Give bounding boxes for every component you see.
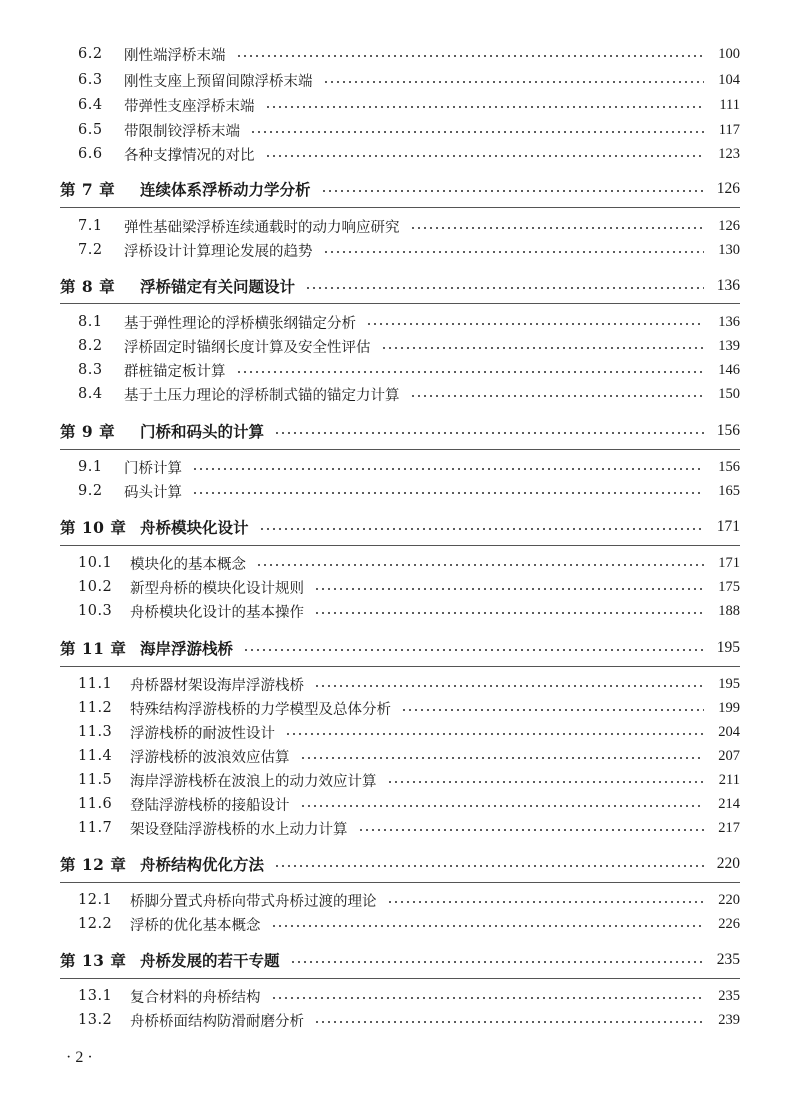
section-title: 基于土压力理论的浮桥制式锚的锚定力计算 [124,387,400,404]
toc-section-row[interactable] [78,214,740,238]
toc-section-row[interactable] [78,888,740,912]
page-number: 199 [718,699,740,716]
chapter-divider [60,449,740,450]
section-number: 6.5 [78,122,103,138]
toc-section-row[interactable] [78,792,740,816]
chapter-divider [60,978,740,979]
page-number: 226 [718,915,740,932]
section-number: 10.3 [78,603,113,619]
page-number: 130 [718,241,740,258]
page-number: 220 [716,855,740,872]
toc-section-row[interactable] [78,93,740,117]
toc-chapter-row[interactable] [60,513,740,541]
chapter-title: 浮桥锚定有关问题设计 [140,277,296,296]
toc-section-row[interactable] [78,575,740,599]
section-title: 新型舟桥的模块化设计规则 [130,580,304,597]
page-number: 195 [718,675,740,692]
toc-section-row[interactable] [78,551,740,575]
page-number: 165 [718,482,740,499]
section-title: 舟桥模块化设计的基本操作 [130,604,304,621]
section-title: 登陆浮游栈桥的接船设计 [130,797,290,814]
toc-section-row[interactable] [78,142,740,166]
section-title: 码头计算 [124,484,182,501]
section-title: 刚性支座上预留间隙浮桥末端 [124,73,313,90]
page-number: 220 [718,891,740,908]
dot-leader [314,588,704,590]
toc-chapter-row[interactable] [60,946,740,974]
toc-section-row[interactable] [78,912,740,936]
section-title: 桥脚分置式舟桥向带式舟桥过渡的理论 [130,893,377,910]
section-number: 8.3 [78,362,103,378]
section-title: 海岸浮游栈桥在波浪上的动力效应计算 [130,773,377,790]
section-title: 浮桥设计计算理论发展的趋势 [124,243,313,260]
page-number: 175 [718,578,740,595]
section-title: 浮桥固定时锚纲长度计算及安全性评估 [124,339,371,356]
section-title: 带弹性支座浮桥末端 [124,98,255,115]
dot-leader [321,190,704,192]
page-number: 156 [718,458,740,475]
page-number: 117 [718,121,740,138]
section-title: 舟桥桥面结构防滑耐磨分析 [130,1013,304,1030]
toc-section-row[interactable] [78,984,740,1008]
toc-section-row[interactable] [78,382,740,406]
dot-leader [192,468,704,470]
chapter-title: 舟桥结构优化方法 [140,855,265,874]
toc-chapter-row[interactable] [60,417,740,445]
section-title: 带限制铰浮桥末端 [124,123,240,140]
toc-section-row[interactable] [78,118,740,142]
dot-leader [256,564,704,566]
toc-section-row[interactable] [78,696,740,720]
section-number: 11.6 [78,796,113,812]
page-number: 204 [718,723,740,740]
page-number: 146 [718,361,740,378]
section-number: 8.4 [78,386,103,402]
dot-leader [387,901,705,903]
page-number: 136 [718,313,740,330]
chapter-number: 第 12 章 [60,855,127,874]
chapter-number: 第 11 章 [60,639,127,658]
page-number: 126 [718,217,740,234]
page-number: 139 [718,337,740,354]
dot-leader [285,733,704,735]
toc-section-row[interactable] [78,1008,740,1032]
chapter-number: 第 13 章 [60,951,127,970]
dot-leader [271,997,705,999]
toc-chapter-row[interactable] [60,272,740,300]
section-title: 模块化的基本概念 [130,556,246,573]
section-number: 6.4 [78,97,103,113]
chapter-title: 舟桥模块化设计 [140,518,249,537]
toc-section-row[interactable] [78,599,740,623]
page-number: 235 [718,987,740,1004]
chapter-title: 海岸浮游栈桥 [140,639,234,658]
section-number: 12.2 [78,916,113,932]
toc-section-row[interactable] [78,672,740,696]
section-title: 门桥计算 [124,460,182,477]
dot-leader [314,612,704,614]
toc-chapter-row[interactable] [60,175,740,203]
dot-leader [265,106,705,108]
dot-leader [265,155,705,157]
section-number: 13.2 [78,1012,113,1028]
dot-leader [250,131,704,133]
page-folio: · 2 · [66,1049,93,1066]
section-title: 特殊结构浮游栈桥的力学模型及总体分析 [130,701,391,718]
dot-leader [290,961,704,963]
section-number: 8.1 [78,314,103,330]
section-number: 7.2 [78,242,103,258]
page-number: 214 [718,795,740,812]
dot-leader [323,251,705,253]
chapter-title: 连续体系浮桥动力学分析 [140,180,311,199]
page-number: 239 [718,1011,740,1028]
chapter-divider [60,666,740,667]
chapter-number: 第 8 章 [60,277,116,296]
section-title: 弹性基础梁浮桥连续通载时的动力响应研究 [124,219,400,236]
dot-leader [271,925,705,927]
dot-leader [236,55,705,57]
section-number: 11.1 [78,676,113,692]
dot-leader [314,1021,704,1023]
dot-leader [366,323,704,325]
section-title: 浮游栈桥的波浪效应估算 [130,749,290,766]
section-number: 6.3 [78,72,103,88]
dot-leader [410,227,705,229]
page-number: 211 [718,771,740,788]
toc-section-row[interactable] [78,744,740,768]
dot-leader [314,685,704,687]
dot-leader [236,371,705,373]
toc-section-row[interactable] [78,238,740,262]
page-number: 188 [718,602,740,619]
section-title: 复合材料的舟桥结构 [130,989,261,1006]
dot-leader [274,432,704,434]
dot-leader [305,287,704,289]
section-title: 浮游栈桥的耐波性设计 [130,725,275,742]
section-title: 各种支撑情况的对比 [124,147,255,164]
section-title: 群桩锚定板计算 [124,363,226,380]
chapter-number: 第 9 章 [60,422,116,441]
page-number: 100 [718,45,740,62]
page-number: 171 [718,554,740,571]
dot-leader [381,347,705,349]
chapter-title: 门桥和码头的计算 [140,422,265,441]
chapter-title: 舟桥发展的若干专题 [140,951,280,970]
section-number: 11.2 [78,700,113,716]
section-number: 10.2 [78,579,113,595]
toc-section-row[interactable] [78,455,740,479]
section-title: 浮桥的优化基本概念 [130,917,261,934]
dot-leader [300,757,705,759]
dot-leader [259,528,704,530]
section-number: 11.7 [78,820,113,836]
page-number: 111 [719,96,740,113]
section-number: 11.5 [78,772,113,788]
section-number: 11.4 [78,748,113,764]
dot-leader [300,805,705,807]
section-title: 基于弹性理论的浮桥横张纲锚定分析 [124,315,356,332]
page-number: 156 [716,422,740,439]
dot-leader [274,865,704,867]
toc-chapter-row[interactable] [60,850,740,878]
page-number: 126 [716,180,740,197]
page-number: 171 [716,518,740,535]
section-number: 9.2 [78,483,103,499]
toc-section-row[interactable] [78,334,740,358]
toc-section-row[interactable] [78,358,740,382]
toc-section-row[interactable] [78,479,740,503]
toc-section-row[interactable] [78,68,740,92]
page-number: 136 [716,277,740,294]
section-title: 舟桥器材架设海岸浮游栈桥 [130,677,304,694]
toc-section-row[interactable] [78,720,740,744]
toc-section-row[interactable] [78,42,740,66]
dot-leader [323,81,705,83]
dot-leader [387,781,705,783]
chapter-divider [60,882,740,883]
page-number: 195 [716,639,740,656]
page-number: 123 [718,145,740,162]
page-number: 235 [716,951,740,968]
toc-section-row[interactable] [78,768,740,792]
chapter-divider [60,207,740,208]
page-number: 207 [718,747,740,764]
page-number: 217 [718,819,740,836]
chapter-number: 第 10 章 [60,518,127,537]
section-number: 6.2 [78,46,103,62]
chapter-number: 第 7 章 [60,180,116,199]
section-number: 13.1 [78,988,113,1004]
section-number: 11.3 [78,724,113,740]
toc-chapter-row[interactable] [60,634,740,662]
toc-section-row[interactable] [78,310,740,334]
page-number: 104 [718,71,740,88]
section-number: 9.1 [78,459,103,475]
section-number: 8.2 [78,338,103,354]
dot-leader [243,649,704,651]
section-title: 架设登陆浮游栈桥的水上动力计算 [130,821,348,838]
chapter-divider [60,303,740,304]
dot-leader [401,709,704,711]
section-number: 6.6 [78,146,103,162]
dot-leader [410,395,705,397]
section-title: 刚性端浮桥末端 [124,47,226,64]
section-number: 10.1 [78,555,113,571]
dot-leader [192,492,704,494]
section-number: 12.1 [78,892,113,908]
section-number: 7.1 [78,218,103,234]
chapter-divider [60,545,740,546]
page-number: 150 [718,385,740,402]
toc-section-row[interactable] [78,816,740,840]
dot-leader [358,829,705,831]
